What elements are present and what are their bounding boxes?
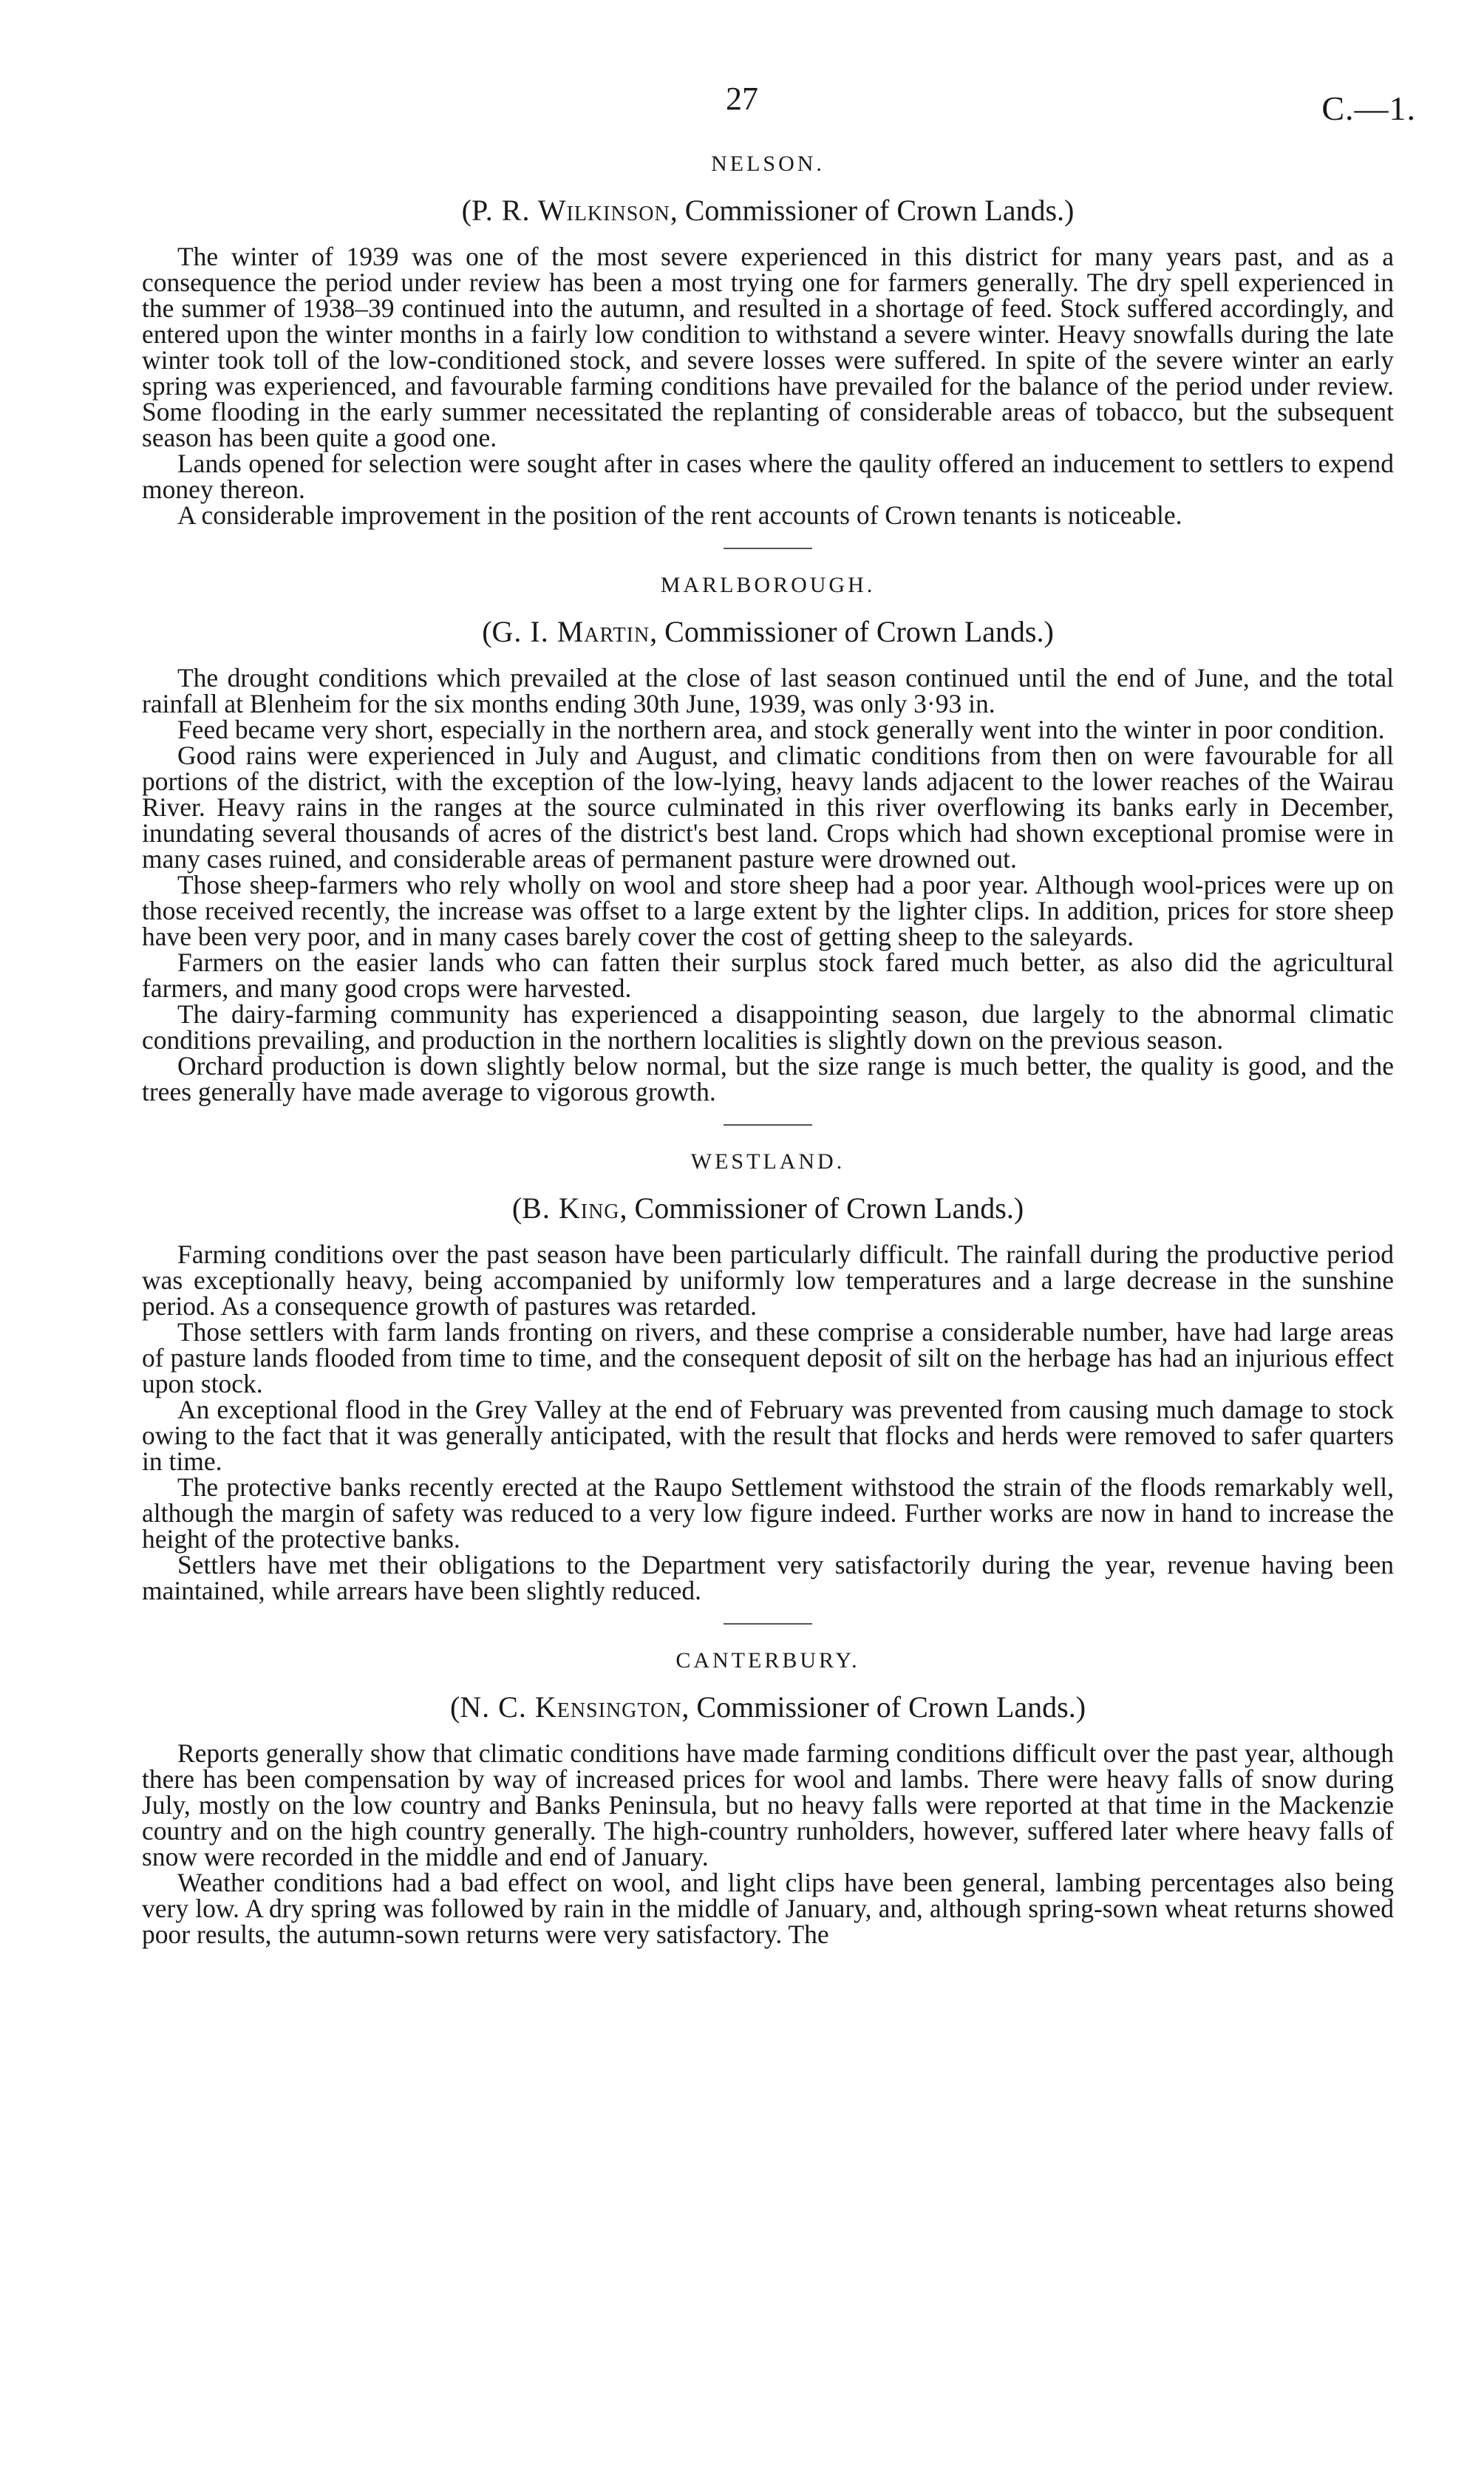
commissioner-title: , Commissioner of Crown Lands.) [670, 194, 1075, 227]
paragraph: Feed became very short, especially in the northern area, and stock generally went into the winter in poor condition. [177, 715, 1385, 744]
paragraph: Orchard production is down slightly below normal, but the size range is much better, the quality is good, and the trees generally have made average to vigorous growth. [142, 1051, 1394, 1106]
section-divider [724, 1124, 812, 1126]
commissioner-title: , Commissioner of Crown Lands.) [619, 1191, 1024, 1225]
commissioner-line [142, 614, 1394, 649]
paragraph: Weather conditions had a bad effect on wool, and light clips have been general, lambing percentages also being very low. A dry spring was followed by rain in the middle of January, and, although spring-sown wheat returns showed poor results, the autumn-sown returns were very satisfactory. The [142, 1868, 1394, 1949]
commissioner-name: B. King [522, 1191, 620, 1225]
region-heading: NELSON. [711, 152, 825, 176]
region-heading: WESTLAND. [690, 1149, 845, 1174]
paragraph: An exceptional flood in the Grey Valley at the end of February was prevented from causing much damage to stock owing to the fact that it was generally anticipated, with the result that flocks and herds were removed to safer quarters in time. [142, 1395, 1394, 1476]
paragraph: Farming conditions over the past season have been particularly difficult. The rainfall during the productive period was exceptionally heavy, being accompanied by uniformly low temperatures and a large decrease in the sunshine period. As a consequence growth of pastures was retarded. [142, 1240, 1394, 1321]
paragraph: Those sheep-farmers who rely wholly on wool and store sheep had a poor year. Although wool-prices were up on those received recently, the increase was offset to a large extent by the lighter clips. In addition, prices for store sheep have been very poor, and in many cases barely cover the cost of getting sheep to the saleyards. [142, 870, 1394, 951]
commissioner-prefix: ( [482, 615, 492, 648]
commissioner-name: N. C. Kensington [460, 1690, 682, 1724]
paragraph: Farmers on the easier lands who can fatten their surplus stock fared much better, as also did the agricultural farmers, and many good crops were harvested. [142, 948, 1394, 1003]
commissioner-prefix: ( [461, 194, 472, 227]
paragraph: Those settlers with farm lands fronting on rivers, and these comprise a considerable number, have had large areas of pasture lands flooded from time to time, and the consequent deposit of silt on the herbage has had an injurious effect upon stock. [142, 1317, 1394, 1398]
paragraph: Lands opened for selection were sought after in cases where the qaulity offered an inducement to settlers to expend money thereon. [142, 449, 1394, 504]
section-marlborough [142, 573, 1394, 1105]
page-number: 27 [726, 81, 758, 117]
document-reference: C.—1. [1321, 89, 1416, 127]
paragraph: Reports generally show that climatic conditions have made farming conditions difficult over the past year, although there has been compensation by way of increased prices for wool and lambs. There were heavy falls of snow during July, mostly on the low country and Banks Peninsula, but no heavy falls were reported at that time in the Mackenzie country and on the high country generally. The high-country runholders, however, suffered later where heavy falls of snow were recorded in the middle and end of January. [142, 1738, 1394, 1871]
commissioner-title: , Commissioner of Crown Lands.) [650, 615, 1054, 648]
commissioner-prefix: ( [449, 1690, 460, 1724]
commissioner-line [142, 1690, 1394, 1724]
commissioner-name: G. I. Martin [491, 615, 650, 648]
paragraph: A considerable improvement in the position of the rent accounts of Crown tenants is noticeable. [177, 500, 1182, 530]
section-canterbury [142, 1648, 1394, 1948]
region-heading: MARLBOROUGH. [660, 573, 876, 597]
commissioner-prefix: ( [511, 1191, 523, 1225]
document-body [142, 152, 1394, 1948]
section-nelson [142, 152, 1394, 528]
paragraph: The winter of 1939 was one of the most severe experienced in this district for many years past, and as a consequence the period under review has been a most trying one for farmers generally. The dry spell experienced in the summer of 1938–39 continued into the autumn, and resulted in a shortage of feed. Stock suffered accordingly, and entered upon the winter months in a fairly low condition to withstand a severe winter. Heavy snowfalls during the late winter took toll of the low-conditioned stock, and severe losses were suffered. In spite of the severe winter an early spring was experienced, and favourable farming conditions have prevailed for the balance of the period under review. Some flooding in the early summer necessitated the replanting of considerable areas of tobacco, but the subsequent season has been quite a good one. [142, 242, 1394, 452]
paragraph: Good rains were experienced in July and August, and climatic conditions from then on were favourable for all portions of the district, with the exception of the low-lying, heavy lands adjacent to the lower reaches of the Wairau River. Heavy rains in the ranges at the source culminated in this river overflowing its banks early in December, inundating several thousands of acres of the district's best land. Crops which had shown exceptional promise were in many cases ruined, and considerable areas of permanent pasture were drowned out. [142, 741, 1394, 874]
paragraph: Settlers have met their obligations to the Department very satisfactorily during the year, revenue having been maintained, while arrears have been slightly reduced. [142, 1550, 1394, 1605]
paragraph: The dairy-farming community has experienced a disappointing season, due largely to the abnormal climatic conditions prevailing, and production in the northern localities is slightly down on the previous season. [142, 999, 1394, 1055]
commissioner-name: P. R. Wilkinson [471, 194, 670, 227]
section-divider [724, 1623, 812, 1625]
paragraph: The drought conditions which prevailed at the close of last season continued until the end of June, and the total rainfall at Blenheim for the six months ending 30th June, 1939, was only 3·93 in. [142, 663, 1394, 718]
commissioner-line [142, 1191, 1394, 1225]
commissioner-line [142, 193, 1394, 228]
paragraph: The protective banks recently erected at the Raupo Settlement withstood the strain of the floods remarkably well, although the margin of safety was reduced to a very low figure indeed. Further works are now in hand to increase the height of the protective banks. [142, 1472, 1394, 1554]
region-heading: CANTERBURY. [675, 1648, 860, 1673]
commissioner-title: , Commissioner of Crown Lands.) [681, 1690, 1086, 1724]
section-divider [724, 548, 812, 549]
section-westland [142, 1149, 1394, 1604]
